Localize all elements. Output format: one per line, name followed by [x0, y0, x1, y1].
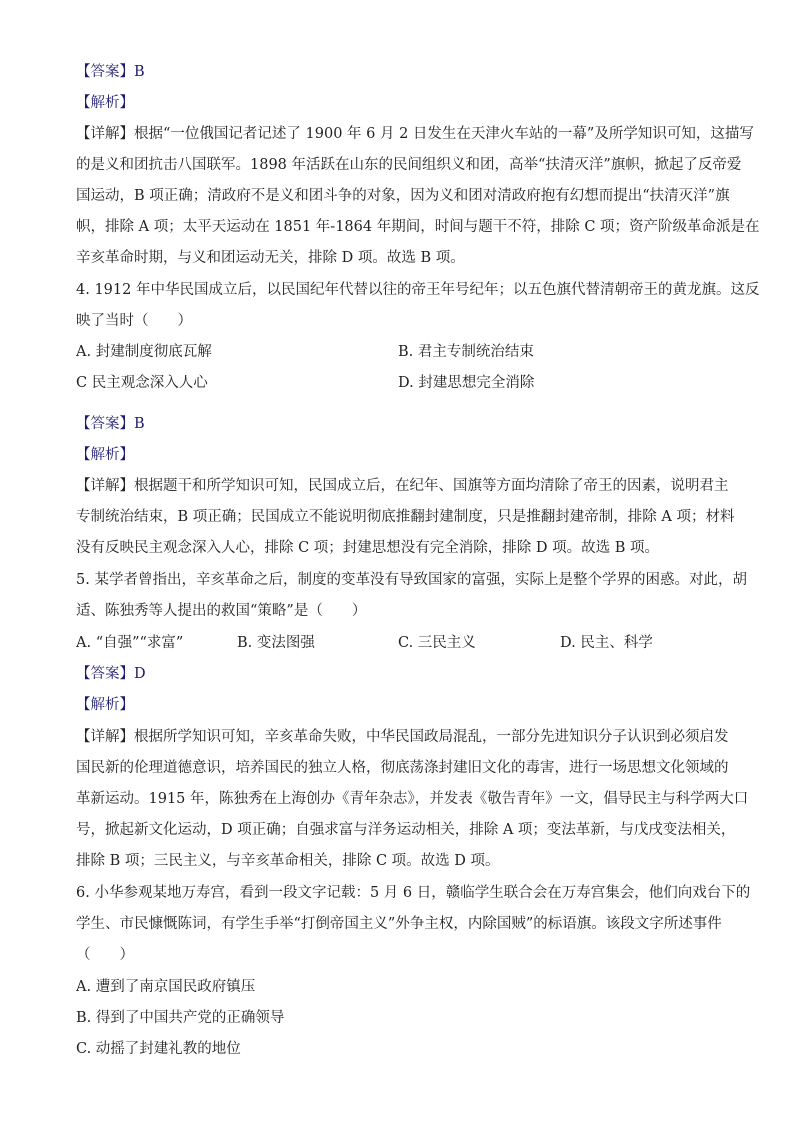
- q3-detail-line: 【详解】根据“一位俄国记者记述了 1900 年 6 月 2 日发生在天津火车站的一幕”及所学知识可知，这描写: [76, 126, 754, 142]
- q5-detail-line: 革新运动。1915 年，陈独秀在上海创办《青年杂志》，并发表《敬告青年》一文，倡导民主与科学两大口: [76, 791, 749, 807]
- q4-detail-line: 没有反映民主观念深入人心，排除 C 项；封建思想没有完全消除，排除 D 项。故选 B 项。: [76, 540, 660, 556]
- q4-detail-line: 专制统治结束，B 项正确；民国成立不能说明彻底推翻封建制度，只是推翻封建帝制，排除 A 项；材料: [76, 509, 735, 525]
- q3-detail-line: 的是义和团抗击八国联军。1898 年活跃在山东的民间组织义和团，高举“扶清灭洋”旗帜，掀起了反帝爱: [76, 157, 742, 173]
- q4-option-c: C 民主观念深入人心: [76, 375, 208, 391]
- q5-option-b: B. 变法图强: [237, 635, 315, 651]
- q5-answer: 【答案】D: [76, 666, 146, 682]
- q5-stem: 适、陈独秀等人提出的救国“策略”是（ ）: [76, 603, 367, 619]
- q5-analysis-heading: 【解析】: [76, 697, 134, 713]
- q4-option-b: B. 君主专制统治结束: [398, 344, 534, 360]
- q6-option-c: C. 动摇了封建礼教的地位: [76, 1041, 241, 1057]
- q5-option-c: C. 三民主义: [398, 635, 476, 651]
- q5-option-a: A. “自强”“求富”: [76, 635, 184, 651]
- q4-option-a: A. 封建制度彻底瓦解: [76, 344, 212, 360]
- q4-detail-line: 【详解】根据题干和所学知识可知，民国成立后，在纪年、国旗等方面均清除了帝王的因素，说明君主: [76, 478, 729, 494]
- q5-detail-line: 国民新的伦理道德意识，培养国民的独立人格，彻底荡涤封建旧文化的毒害，进行一场思想文化领域的: [76, 760, 729, 776]
- q3-detail-line: 辛亥革命时期，与义和团运动无关，排除 D 项。故选 B 项。: [76, 250, 465, 266]
- q4-analysis-heading: 【解析】: [76, 447, 134, 463]
- q5-detail-line: 排除 B 项；三民主义，与辛亥革命相关，排除 C 项。故选 D 项。: [76, 853, 500, 869]
- q3-detail-line: 帜，排除 A 项；太平天运动在 1851 年-1864 年期间，时间与题干不符，排除 C 项；资产阶级革命派是在: [76, 219, 760, 235]
- q4-answer: 【答案】B: [76, 416, 145, 432]
- q6-option-b: B. 得到了中国共产党的正确领导: [76, 1010, 285, 1026]
- q4-option-d: D. 封建思想完全消除: [398, 375, 535, 391]
- q3-answer: 【答案】B: [76, 64, 145, 80]
- q6-stem: 学生、市民慷慨陈词，有学生手举“打倒帝国主义”外争主权，内除国贼”的标语旗。该段文字所述事件: [76, 916, 722, 932]
- q3-detail-line: 国运动，B 项正确；清政府不是义和团斗争的对象，因为义和团对清政府抱有幻想而提出“扶清灭洋”旗: [76, 188, 730, 204]
- q6-option-a: A. 遭到了南京国民政府镇压: [76, 979, 256, 995]
- q3-analysis-heading: 【解析】: [76, 95, 134, 111]
- q5-detail-line: 号，掀起新文化运动，D 项正确；自强求富与洋务运动相关，排除 A 项；变法革新，与戊戌变法相关，: [76, 822, 736, 838]
- q5-option-d: D. 民主、科学: [560, 635, 653, 651]
- q4-stem: 4. 1912 年中华民国成立后，以民国纪年代替以往的帝王年号纪年；以五色旗代替清朝帝王的黄龙旗。这反: [76, 282, 760, 298]
- q6-stem: 6. 小华参观某地万寿宫，看到一段文字记载：5 月 6 日，赣临学生联合会在万寿宫集会，他们向戏台下的: [76, 885, 751, 901]
- q5-detail-line: 【详解】根据所学知识可知，辛亥革命失败，中华民国政局混乱，一部分先进知识分子认识到必须启发: [76, 729, 729, 745]
- q5-stem: 5. 某学者曾指出，辛亥革命之后，制度的变革没有导致国家的富强，实际上是整个学界的困惑。对此，胡: [76, 572, 747, 588]
- q6-stem: （ ）: [76, 947, 134, 963]
- q4-stem: 映了当时（ ）: [76, 313, 192, 329]
